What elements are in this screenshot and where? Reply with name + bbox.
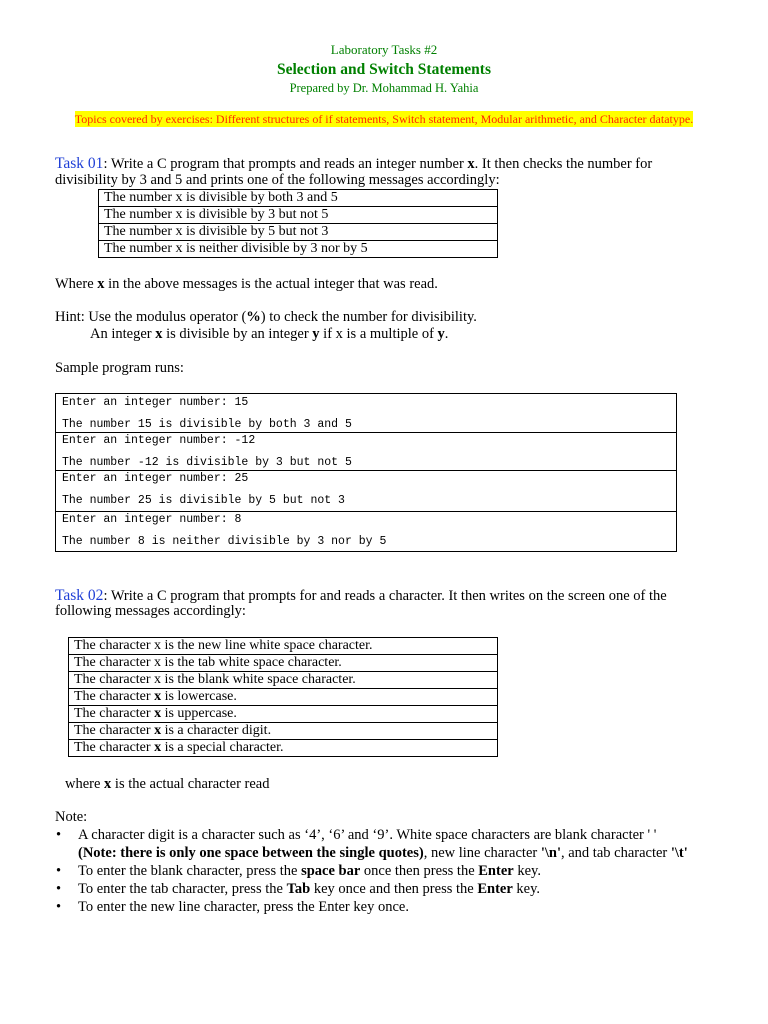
task1-label: Task 01 bbox=[55, 155, 104, 172]
task1-intro-line2: divisibility by 3 and 5 and prints one of the following messages accordingly: bbox=[55, 172, 500, 188]
list-item bbox=[56, 826, 756, 862]
table-cell: The character x is the tab white space character. bbox=[69, 655, 498, 672]
run-prompt: Enter an integer number: 8 bbox=[62, 513, 242, 526]
table-row bbox=[69, 672, 498, 689]
note2-text3: key. bbox=[513, 863, 541, 879]
table-cell: The character x is the new line white space character. bbox=[69, 638, 498, 655]
table-cell: The number x is divisible by both 3 and 5 bbox=[99, 190, 498, 207]
note2-bold: space bar bbox=[301, 863, 361, 879]
run-prompt: Enter an integer number: 25 bbox=[62, 472, 249, 485]
table-row bbox=[99, 207, 498, 224]
table-row bbox=[69, 655, 498, 672]
hint2-text3: if x is a multiple of bbox=[319, 326, 438, 342]
table-cell: The number x is neither divisible by 3 nor by 5 bbox=[99, 241, 498, 258]
note3-text: To enter the tab character, press the bbox=[78, 881, 287, 897]
task2-where bbox=[65, 776, 270, 793]
task1-intro-text: : Write a C program that prompts and reads an integer number bbox=[103, 156, 468, 172]
note2-text: To enter the blank character, press the bbox=[78, 863, 302, 879]
task1-where bbox=[55, 276, 438, 293]
topics-banner bbox=[0, 111, 768, 128]
table-row bbox=[99, 190, 498, 207]
hint2-x: x bbox=[155, 326, 163, 342]
table-row bbox=[69, 723, 498, 740]
bullet-icon: • bbox=[56, 827, 62, 843]
task1-hint bbox=[55, 309, 477, 326]
table-row bbox=[99, 224, 498, 241]
hint2-text2: is divisible by an integer bbox=[162, 326, 313, 342]
run-prompt: Enter an integer number: 15 bbox=[62, 396, 249, 409]
task1-var: x bbox=[467, 156, 475, 172]
note2-text2: once then press the bbox=[360, 863, 479, 879]
hint2-y: y bbox=[312, 326, 320, 342]
where-text2: is the actual character read bbox=[111, 776, 270, 792]
task2-messages-table bbox=[68, 637, 498, 757]
where-var: x bbox=[97, 276, 105, 292]
table-cell: The character x is a character digit. bbox=[69, 723, 498, 740]
note1-text: A character digit is a character such as ‘4’, ‘6’ and ‘9’. White space characters are blank character ' ' bbox=[78, 827, 657, 843]
note1-tab: '\t' bbox=[670, 845, 688, 861]
task2-intro-text: : Write a C program that prompts for and reads a character. It then writes on the screen one of the bbox=[103, 588, 667, 604]
hint2-text4: . bbox=[444, 326, 449, 342]
list-item bbox=[56, 880, 756, 898]
table-cell: The character x is a special character. bbox=[69, 740, 498, 757]
table-cell: The character x is lowercase. bbox=[69, 689, 498, 706]
sample-label: Sample program runs: bbox=[55, 360, 184, 376]
note1-text2: , new line character bbox=[423, 845, 541, 861]
run-result: The number -12 is divisible by 3 but not 5 bbox=[62, 456, 352, 469]
sample-run-4 bbox=[55, 511, 677, 552]
task2-intro-line2: following messages accordingly: bbox=[55, 603, 246, 619]
table-row bbox=[69, 740, 498, 757]
bullet-icon: • bbox=[56, 881, 62, 897]
sample-run-3 bbox=[55, 470, 677, 512]
bullet-icon: • bbox=[56, 899, 62, 915]
note3-enter: Enter bbox=[477, 881, 513, 897]
note3-text2: key once and then press the bbox=[310, 881, 478, 897]
task1-intro-text2: . It then checks the number for bbox=[474, 156, 653, 172]
run-result: The number 8 is neither divisible by 3 nor by 5 bbox=[62, 535, 387, 548]
table-cell: The number x is divisible by 3 but not 5 bbox=[99, 207, 498, 224]
task1-hint-line2 bbox=[90, 326, 448, 343]
table-cell: The number x is divisible by 5 but not 3 bbox=[99, 224, 498, 241]
run-result: The number 15 is divisible by both 3 and 5 bbox=[62, 418, 352, 431]
note3-text3: key. bbox=[512, 881, 541, 897]
hint-text2: ) to check the number for divisibility. bbox=[260, 309, 477, 325]
note2-enter: Enter bbox=[478, 863, 514, 879]
note1-bold: (Note: there is only one space between the single quotes) bbox=[78, 845, 424, 861]
where-var: x bbox=[104, 776, 112, 792]
note1-text3: , and tab character bbox=[560, 845, 671, 861]
notes-list bbox=[56, 826, 756, 916]
hint-operator: % bbox=[246, 309, 261, 325]
list-item bbox=[56, 862, 756, 880]
main-title: Selection and Switch Statements bbox=[277, 61, 491, 78]
list-item bbox=[56, 898, 756, 916]
bullet-icon: • bbox=[56, 863, 62, 879]
note3-tab: Tab bbox=[286, 881, 311, 897]
task1-messages-table bbox=[98, 189, 498, 258]
table-cell: The character x is uppercase. bbox=[69, 706, 498, 723]
table-row bbox=[99, 241, 498, 258]
run-prompt: Enter an integer number: -12 bbox=[62, 434, 256, 447]
note4-text: To enter the new line character, press the Enter key once. bbox=[78, 899, 409, 915]
hint-text: Hint: Use the modulus operator ( bbox=[55, 309, 247, 325]
run-result: The number 25 is divisible by 5 but not 3 bbox=[62, 494, 345, 507]
where-text2: in the above messages is the actual integer that was read. bbox=[104, 276, 438, 292]
where-text: Where bbox=[55, 276, 98, 292]
topics-text: Topics covered by exercises: Different structures of if statements, Switch statement, Modular arithmetic, and Character datatype. bbox=[74, 112, 694, 126]
sample-run-2 bbox=[55, 432, 677, 471]
note-label: Note: bbox=[55, 809, 88, 825]
table-cell: The character x is the blank white space character. bbox=[69, 672, 498, 689]
table-row bbox=[69, 689, 498, 706]
task2-label: Task 02 bbox=[55, 587, 104, 604]
author: Prepared by Dr. Mohammad H. Yahia bbox=[289, 81, 479, 95]
task1-intro bbox=[55, 155, 652, 173]
sample-run-1 bbox=[55, 393, 677, 433]
lab-title: Laboratory Tasks #2 bbox=[330, 42, 438, 57]
table-row bbox=[69, 706, 498, 723]
note1-newline: '\n' bbox=[540, 845, 561, 861]
where-text: where bbox=[65, 776, 105, 792]
hint2-y2: y bbox=[437, 326, 445, 342]
hint2-text: An integer bbox=[90, 326, 156, 342]
table-row bbox=[69, 638, 498, 655]
